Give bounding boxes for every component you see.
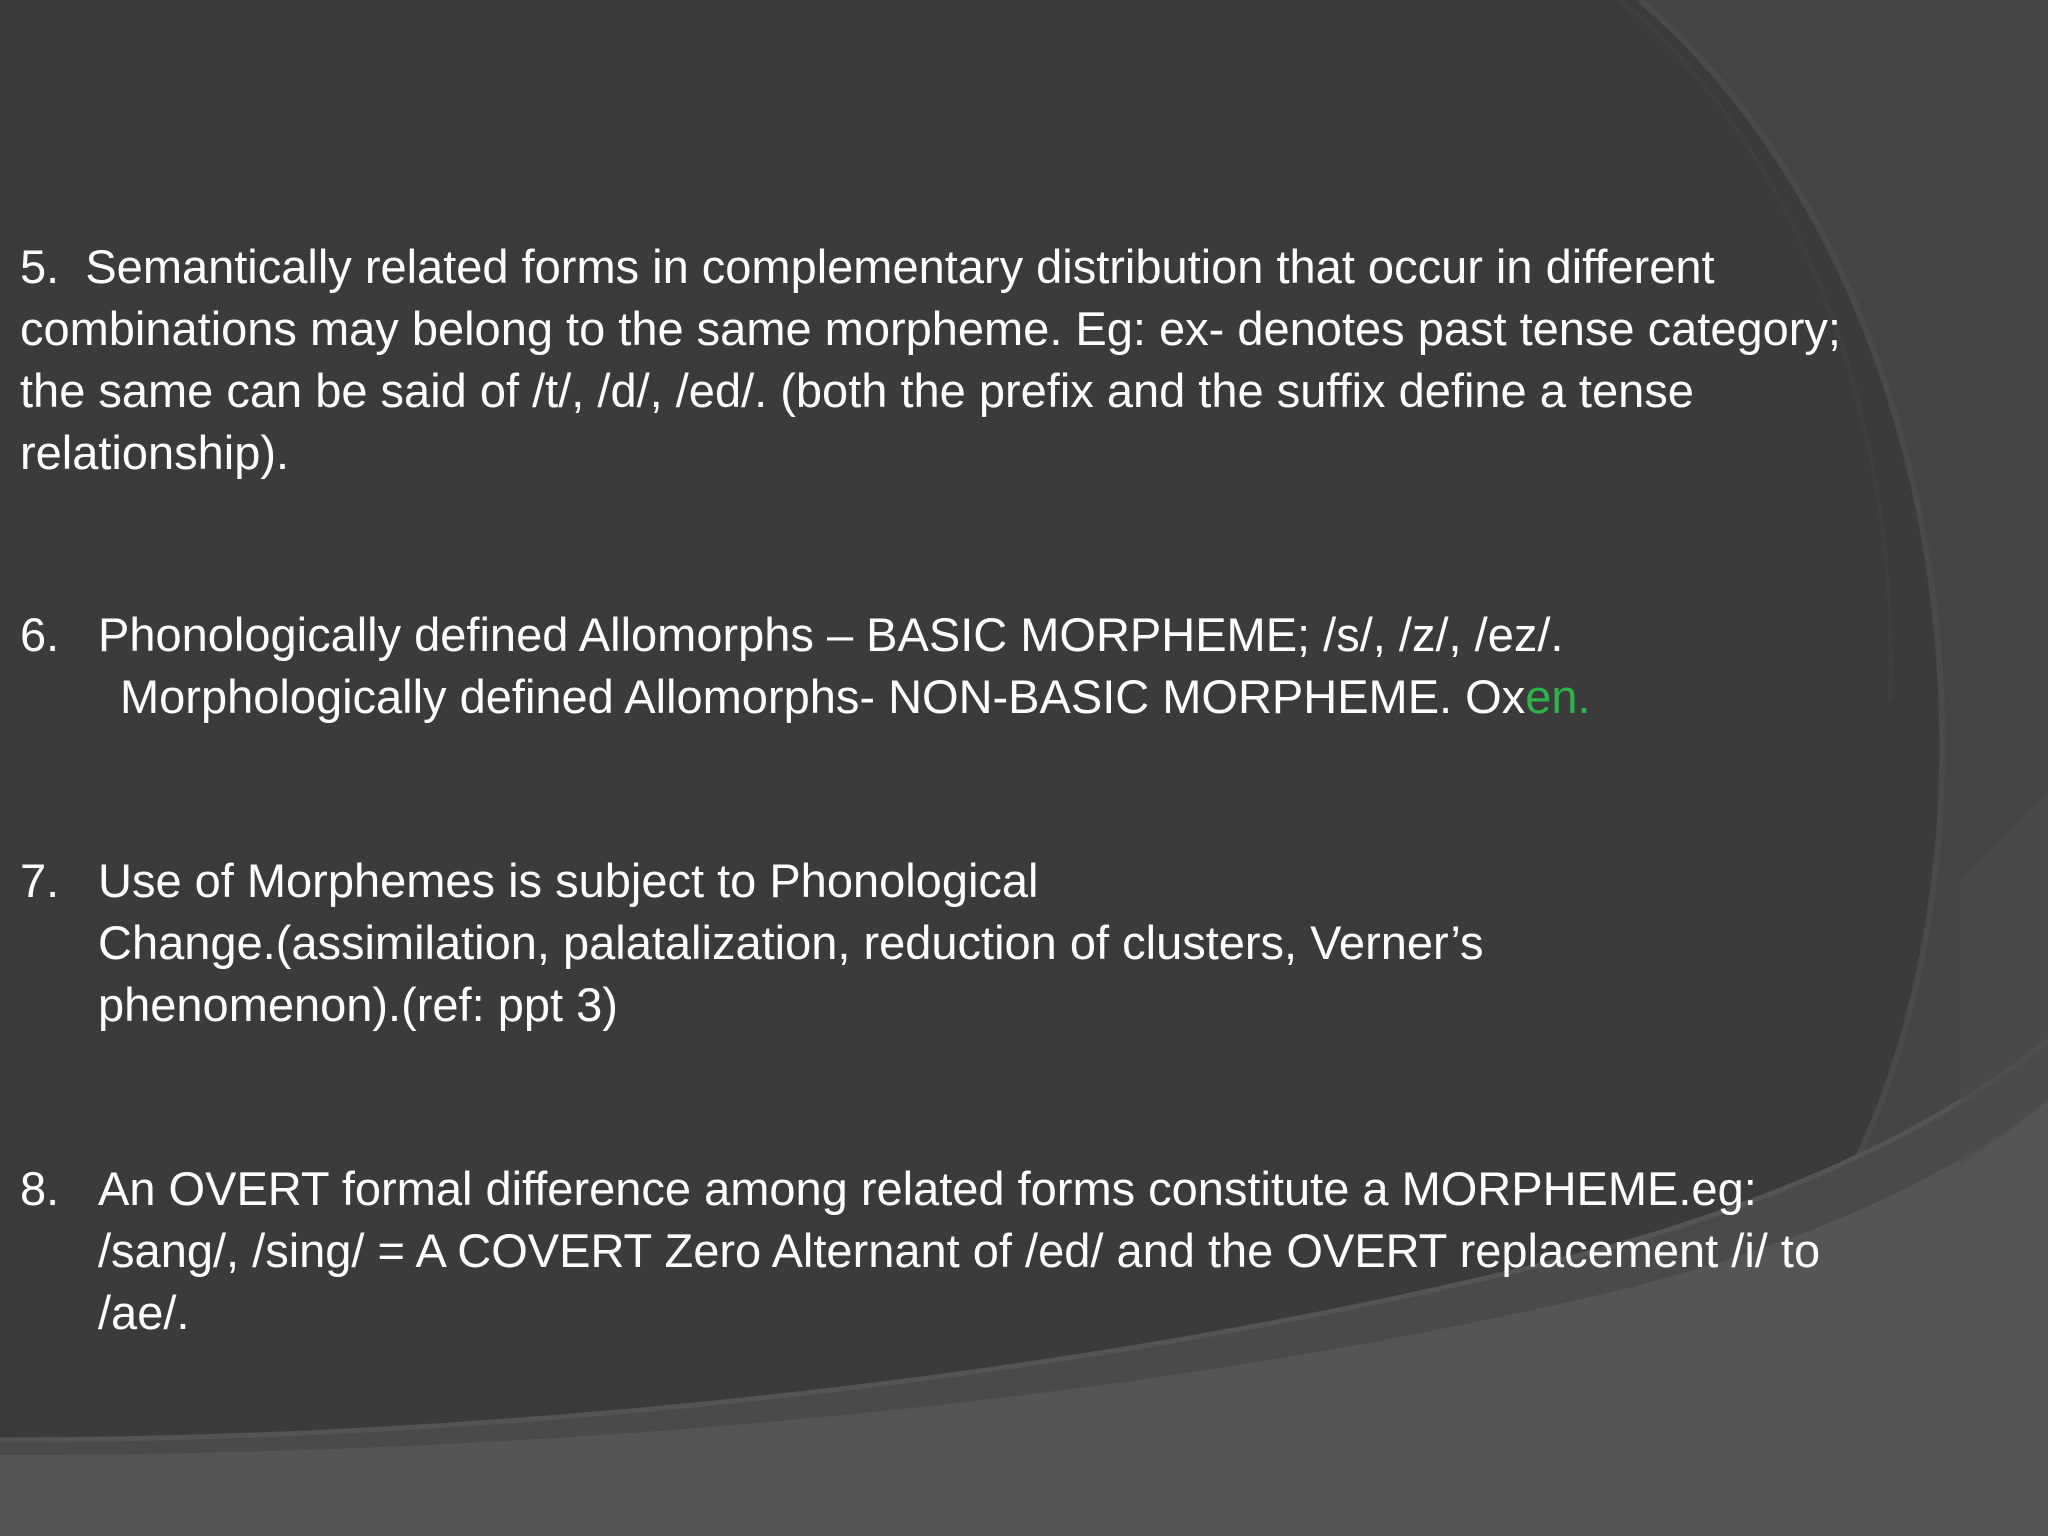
item-8-number: 8. xyxy=(20,1162,60,1215)
item-6-number: 6. xyxy=(20,608,60,661)
item-8-line-2: /sang/, /sing/ = A COVERT Zero Alternant of /ed/ and the OVERT replacement /i/ to xyxy=(98,1224,1821,1277)
item-6 xyxy=(20,604,1591,728)
item-5-line-1: 5. Semantically related forms in complementary distribution that occur in different xyxy=(20,240,1715,293)
item-7-line-1: Use of Morphemes is subject to Phonological xyxy=(98,854,1039,907)
item-8-line-1: An OVERT formal difference among related forms constitute a MORPHEME.eg: xyxy=(98,1162,1757,1215)
item-5 xyxy=(20,236,1841,484)
item-7-number: 7. xyxy=(20,854,60,907)
item-6-line-1: Phonologically defined Allomorphs – BASIC MORPHEME; /s/, /z/, /ez/. xyxy=(98,608,1564,661)
item-5-line-3: the same can be said of /t/, /d/, /ed/. (both the prefix and the suffix define a tense xyxy=(20,364,1694,417)
item-7 xyxy=(20,850,1484,1036)
item-8-line-3: /ae/. xyxy=(98,1286,190,1339)
item-7-line-3: phenomenon).(ref: ppt 3) xyxy=(98,978,618,1031)
item-8 xyxy=(20,1158,1820,1344)
item-6-highlight-suffix: en. xyxy=(1525,670,1591,723)
item-5-line-4: relationship). xyxy=(20,426,290,479)
item-6-line-2 xyxy=(20,666,1591,728)
item-5-line-2: combinations may belong to the same morpheme. Eg: ex- denotes past tense category; xyxy=(20,302,1841,355)
item-7-line-2: Change.(assimilation, palatalization, reduction of clusters, Verner’s xyxy=(98,916,1484,969)
item-6-line-2-text: Morphologically defined Allomorphs- NON-BASIC MORPHEME. Ox xyxy=(120,670,1526,723)
